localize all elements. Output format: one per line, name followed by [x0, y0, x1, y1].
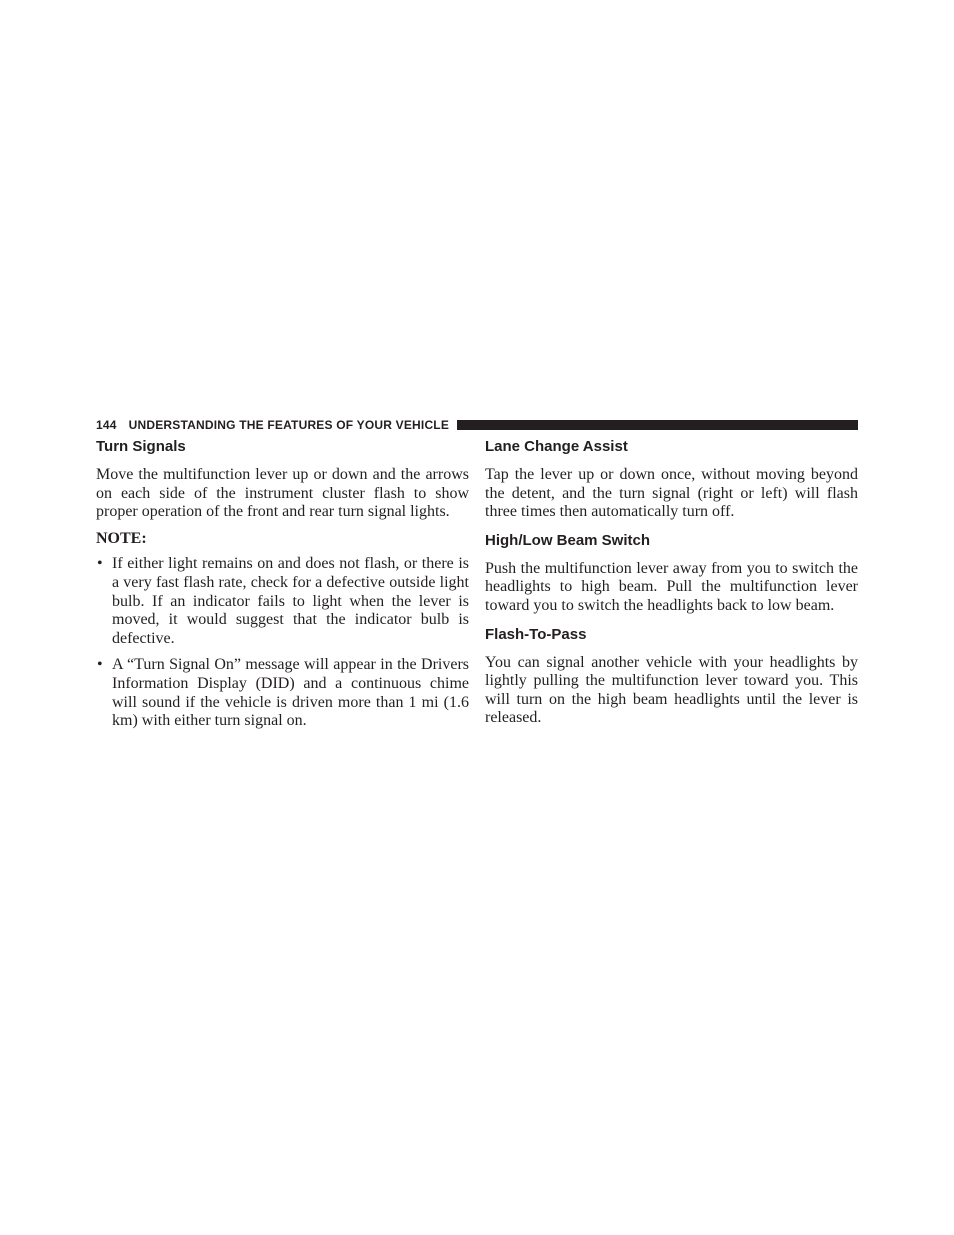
heading-high-low-beam: High/Low Beam Switch [485, 531, 651, 549]
paragraph-high-low-beam: Push the multifunction lever away from you to switch the headlights to high beam. Pull the multifunction lever toward you to switch the headlights back to low beam. [485, 559, 858, 614]
list-item-text: If either light remains on and does not flash, or there is a very fast flash rate, check for a defective outside light bulb. If an indicator fails to light when the lever is moved, it would suggest that the indicator bulb is defective. [112, 555, 469, 647]
heading-turn-signals: Turn Signals [96, 438, 186, 455]
section-title: UNDERSTANDING THE FEATURES OF YOUR VEHICLE [128, 418, 450, 432]
header-rule-bar [457, 420, 858, 430]
list-item [96, 555, 469, 648]
page-header [96, 417, 858, 433]
heading-lane-change-assist: Lane Change Assist [485, 438, 628, 455]
left-column [96, 437, 469, 731]
paragraph-lane-change-assist: Tap the lever up or down once, without moving beyond the detent, and the turn signal (right or left) will flash three times then automatically turn off. [485, 466, 858, 521]
right-column [485, 437, 858, 728]
paragraph-turn-signals: Move the multifunction lever up or down and the arrows on each side of the instrument cluster flash to show proper operation of the front and rear turn signal lights. [96, 466, 469, 521]
bullet-icon: • [97, 555, 103, 573]
page-number: 144 [96, 418, 117, 432]
list-item [96, 656, 469, 730]
list-item-text: A “Turn Signal On” message will appear in the Drivers Information Display (DID) and a continuous chime will sound if the vehicle is driven more than 1 mi (1.6 km) with either turn signal on. [112, 656, 469, 730]
bullet-icon: • [97, 656, 103, 674]
note-label: NOTE: [96, 529, 147, 547]
heading-flash-to-pass: Flash-To-Pass [485, 625, 587, 643]
paragraph-flash-to-pass: You can signal another vehicle with your headlights by lightly pulling the multifunction lever toward you. This will turn on the high beam headlights until the lever is released. [485, 653, 858, 727]
note-list [96, 555, 469, 730]
